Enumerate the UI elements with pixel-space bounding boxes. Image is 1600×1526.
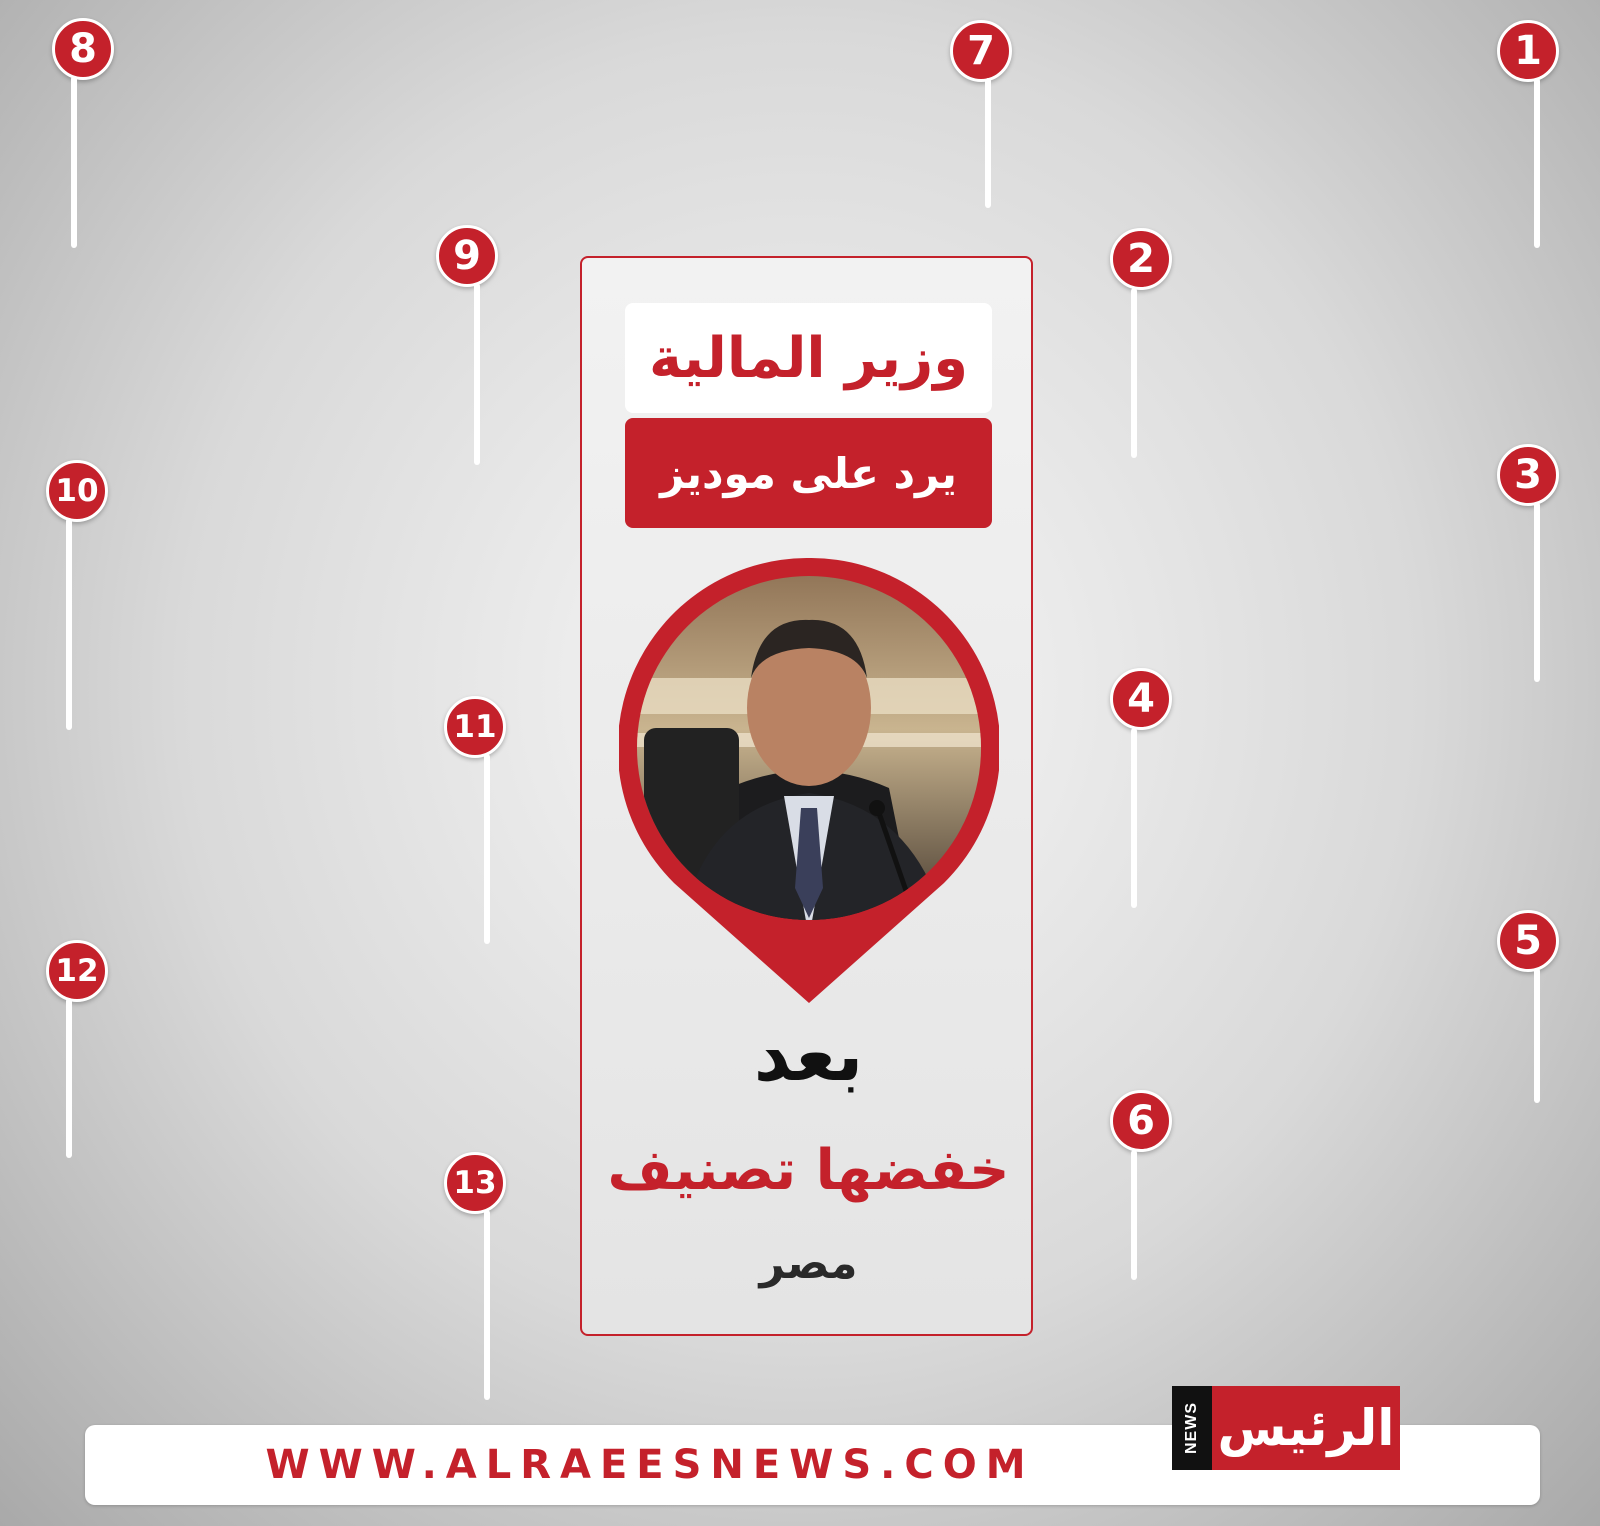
website-url[interactable]: WWW.ALRAEESNEWS.COM <box>265 1442 1035 1488</box>
headline-title: وزير المالية <box>625 303 992 413</box>
point-number-badge: 10 <box>46 460 108 522</box>
point-number-badge: 9 <box>436 225 498 287</box>
minister-photo-pin <box>619 558 999 1008</box>
point-number-badge: 13 <box>444 1152 506 1214</box>
alraees-news-logo <box>1172 1386 1400 1470</box>
headline-subtitle: يرد على موديز <box>625 418 992 528</box>
point-number-badge: 1 <box>1497 20 1559 82</box>
point-number-badge: 7 <box>950 20 1012 82</box>
logo-news-tag: NEWS <box>1172 1386 1212 1470</box>
point-number-badge: 11 <box>444 696 506 758</box>
point-number-badge: 12 <box>46 940 108 1002</box>
point-number-badge: 3 <box>1497 444 1559 506</box>
word-after: بعد <box>753 1013 864 1097</box>
point-stem <box>1534 78 1540 248</box>
point-number-badge: 4 <box>1110 668 1172 730</box>
point-stem <box>1534 502 1540 682</box>
point-stem <box>66 518 72 730</box>
point-stem <box>484 1210 490 1400</box>
word-egypt: مصر <box>759 1238 858 1289</box>
point-number-badge: 8 <box>52 18 114 80</box>
point-number-badge: 2 <box>1110 228 1172 290</box>
point-stem <box>66 998 72 1158</box>
point-stem <box>71 76 77 248</box>
point-stem <box>484 754 490 944</box>
center-panel <box>580 256 1033 1336</box>
point-stem <box>1534 968 1540 1103</box>
point-stem <box>1131 728 1137 908</box>
point-number-badge: 5 <box>1497 910 1559 972</box>
word-cut-rating: خفضها تصنيف <box>607 1138 1010 1203</box>
point-stem <box>1131 1150 1137 1280</box>
logo-wordmark: الرئيس <box>1212 1386 1400 1470</box>
point-stem <box>1131 288 1137 458</box>
point-stem <box>474 283 480 465</box>
point-stem <box>985 78 991 208</box>
point-number-badge: 6 <box>1110 1090 1172 1152</box>
